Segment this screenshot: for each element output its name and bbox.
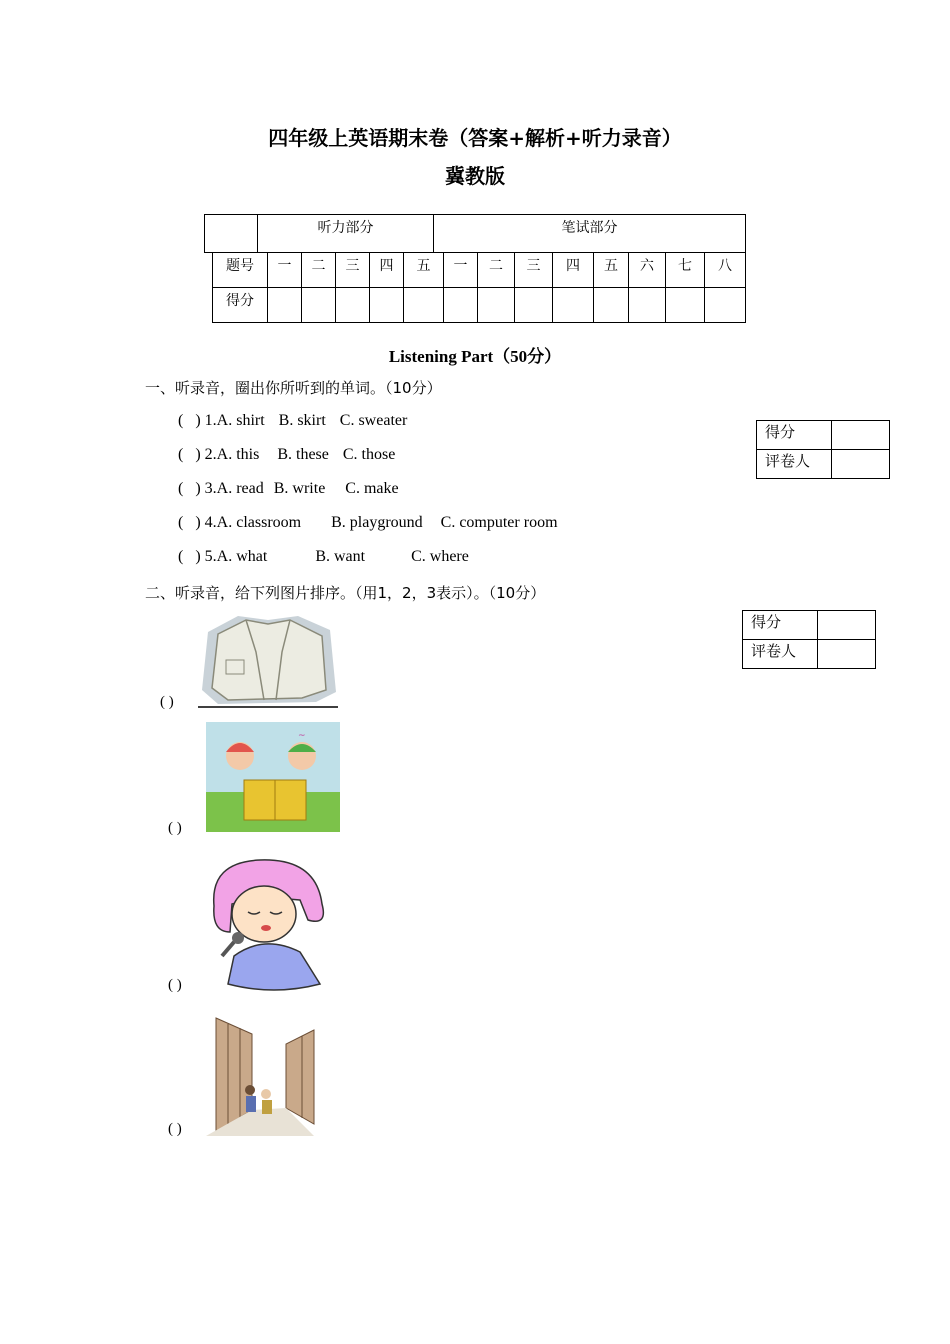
question-1: ( ) 1.A. shirt B. skirt C. sweater — [178, 412, 408, 429]
grader-box — [756, 420, 890, 479]
score-cell[interactable] — [336, 288, 370, 323]
score-cell[interactable] — [404, 288, 444, 323]
col-11: 六 — [629, 253, 666, 288]
col-4: 四 — [370, 253, 404, 288]
score-cell[interactable] — [629, 288, 666, 323]
grader-box — [742, 610, 876, 669]
page-title: 四年级上英语期末卷（答案+解析+听力录音） — [268, 126, 682, 150]
order-blank-3[interactable]: ( ) — [168, 977, 182, 993]
score-cell[interactable] — [515, 288, 553, 323]
jacket-picture — [198, 612, 338, 708]
col-7: 二 — [478, 253, 515, 288]
score-table — [212, 252, 746, 323]
option-b: B. these — [277, 446, 329, 463]
score-table-score-row — [213, 288, 746, 323]
score-cell[interactable] — [268, 288, 302, 323]
grader-score-cell[interactable] — [818, 611, 876, 640]
number-label-cell: 题号 — [213, 253, 268, 288]
option-a: A. read — [216, 480, 264, 497]
option-c: C. where — [411, 548, 469, 565]
score-table-header — [204, 214, 746, 253]
svg-text:~: ~ — [298, 731, 306, 741]
written-part-cell: 笔试部分 — [434, 215, 746, 253]
kids-reading-picture — [206, 722, 340, 832]
option-b: B. write — [273, 480, 326, 497]
grader-name-cell[interactable] — [832, 450, 890, 479]
col-5: 五 — [404, 253, 444, 288]
page-subtitle: 冀教版 — [445, 164, 505, 188]
score-table-number-row — [213, 253, 746, 288]
col-9: 四 — [553, 253, 594, 288]
grader-score-label: 得分 — [757, 421, 832, 450]
score-cell[interactable] — [478, 288, 515, 323]
section2-instruction: 二、听录音，给下列图片排序。（用1，2，3表示）。（10分） — [145, 584, 546, 602]
order-blank-2[interactable]: ( ) — [168, 820, 182, 836]
listening-part-cell: 听力部分 — [258, 215, 434, 253]
order-blank-1[interactable]: ( ) — [160, 694, 174, 710]
option-c: C. computer room — [440, 514, 558, 531]
score-cell[interactable] — [666, 288, 705, 323]
option-c: C. make — [345, 480, 399, 497]
col-13: 八 — [705, 253, 746, 288]
option-b: B. want — [315, 548, 366, 565]
blank-cell — [205, 215, 258, 253]
order-blank-4[interactable]: ( ) — [168, 1121, 182, 1137]
girl-singing-picture — [204, 856, 330, 992]
option-a: A. what — [216, 548, 268, 565]
score-cell[interactable] — [370, 288, 404, 323]
grader-score-label: 得分 — [743, 611, 818, 640]
score-cell[interactable] — [302, 288, 336, 323]
option-a: A. shirt — [216, 412, 265, 429]
option-b: B. skirt — [278, 412, 326, 429]
col-2: 二 — [302, 253, 336, 288]
option-b: B. playground — [331, 514, 423, 531]
option-a: A. this — [216, 446, 260, 463]
col-10: 五 — [594, 253, 629, 288]
grader-name-cell[interactable] — [818, 640, 876, 669]
grader-score-cell[interactable] — [832, 421, 890, 450]
score-cell[interactable] — [594, 288, 629, 323]
question-4: ( ) 4.A. classroom B. playground C. computer room — [178, 514, 558, 531]
question-2: ( ) 2.A. this B. these C. those — [178, 446, 396, 463]
score-cell[interactable] — [705, 288, 746, 323]
col-8: 三 — [515, 253, 553, 288]
section1-instruction: 一、听录音，圈出你所听到的单词。（10分） — [145, 379, 442, 397]
grader-name-label: 评卷人 — [743, 640, 818, 669]
option-a: A. classroom — [216, 514, 302, 531]
street-picture — [206, 1014, 322, 1138]
score-cell[interactable] — [444, 288, 478, 323]
col-12: 七 — [666, 253, 705, 288]
listening-heading: Listening Part（50分） — [388, 347, 562, 366]
grader-name-label: 评卷人 — [757, 450, 832, 479]
score-cell[interactable] — [553, 288, 594, 323]
option-c: C. those — [342, 446, 396, 463]
col-1: 一 — [268, 253, 302, 288]
score-label-cell: 得分 — [213, 288, 268, 323]
col-3: 三 — [336, 253, 370, 288]
option-c: C. sweater — [339, 412, 408, 429]
question-5: ( ) 5.A. what B. want C. where — [178, 548, 469, 565]
question-3: ( ) 3.A. read B. write C. make — [178, 480, 399, 497]
col-6: 一 — [444, 253, 478, 288]
